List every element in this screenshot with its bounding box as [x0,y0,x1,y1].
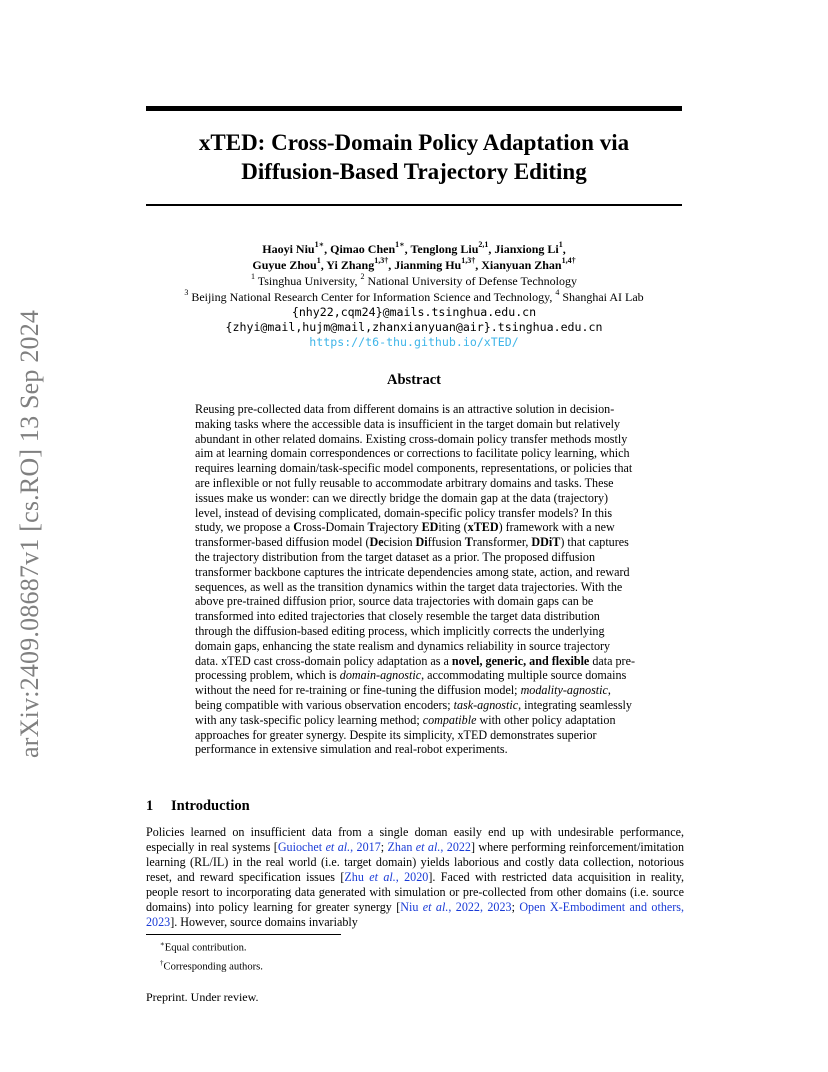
abstract-bold: ED [421,520,439,535]
author-name: Qimao Chen [330,242,396,256]
author-line-1: Haoyi Niu$^{1∗}$, Qimao Chen$^{1∗}$, Tenglong Liu$^{2,1}$, Jianxiong Li$^1$, [262,240,566,256]
affil-mark: 2 [360,272,365,281]
email-line-2: {zhyi@mail,hujm@mail,zhanxianyuan@air}.tsinghua.edu.cn [225,320,603,334]
author-block [120,241,708,350]
abstract-text: iting ( [438,520,468,535]
abstract-text: , integrating seamlessly with any task-specific policy learning method; [195,697,632,727]
author-affil-mark: 1∗ [395,240,405,249]
abstract-text: ransformer, [472,535,532,550]
abstract-text: ffusion [427,535,465,550]
footnote-text: Corresponding authors. [163,961,263,973]
intro-text: Policies learned on insufficient data from a single doman easily end up with undesirable performance, especially in real systems [ [146,825,684,854]
citation-link[interactable]: Niu et al., 2022, 2023 [400,900,512,914]
author-affil-mark: 2,1 [478,240,489,249]
author-affil-mark: 1,3† [374,256,389,265]
abstract-bold: T [367,520,376,535]
author-name: Yi Zhang [326,258,375,272]
affiliation-text: Tsinghua University, [254,274,361,288]
citation-link[interactable]: Guiochet et al., 2017 [277,840,381,854]
abstract-text: , being compatible with various observation encoders; [195,683,611,712]
abstract-bold: T [464,535,473,550]
title-line-2: Diffusion-Based Trajectory Editing [241,159,587,184]
abstract-text: ) that captures the trajectory distribution from the target dataset as a prior. The proposed diffusion transformer backbone captures the intricate dependencies among state, action, and reward sequences, as well as the transition dynamics within the target data trajectories. With the above pre-trained diffusion prior, source data trajectories with domain gaps can be transformed into edited trajectories that closely resemble the target data distribution through the diffusion-based editing process, which implicitly corrects the underlying domain gaps, enhancing the state realism and dynamics reliability in source trajectory data. xTED cast cross-domain policy adaptation as a [195,535,630,668]
abstract-bold: novel, generic, and flexible [451,653,590,668]
author-name: Haoyi Niu [262,242,315,256]
author-affil-mark: 1 [558,240,563,249]
section-title: Introduction [171,798,250,814]
paper-title [120,128,708,186]
abstract-text: , accommodating multiple source domains without the need for re-training or fine-tuning the diffusion model; [195,668,627,698]
title-line-1: xTED: Cross-Domain Policy Adaptation via [198,130,630,155]
title-bottom-rule [146,204,682,206]
affiliation-text: Shanghai AI Lab [559,290,644,304]
author-name: Guyue Zhou [252,258,317,272]
abstract-italic: compatible [422,712,477,727]
abstract-bold: Di [415,535,428,550]
author-line-2: Guyue Zhou$^1$, Yi Zhang$^{1,3\dagger}$, Jianming $Hu^{1,3\dagger}$, Xianyuan Zhan$^{1,4\dagger}$ [252,256,576,272]
affiliation-text: Beijing National Research Center for Information Science and Technology, [188,290,556,304]
author-name: Tenglong Liu [410,242,479,256]
author-name: Jianming Hu [394,258,462,272]
intro-text: ]. Faced with restricted data acquisition in reality, people resort to incorporating data generated with simulation or pre-collected from other domains (i.e. source domains) into policy learning for greater synergy [ [146,870,684,914]
abstract-text: Reusing pre-collected data from different domains is an attractive solution in decision-making tasks where the accessible data is insufficient in the target domain but relatively abundant in other related domains. Existing cross-domain policy transfer methods mostly aim at learning domain correspondences or corrections to facilitate policy learning, which requires learning domain/task-specific model components, representations, or policies that are inflexible or not fully reusable to accommodate arbitrary domains and tasks. These issues make us wonder: can we directly bridge the domain gap at the data (trajectory) level, instead of devising complicated, domain-specific policy transfer models? In this study, we propose a [195,402,633,535]
abstract-heading: Abstract [387,372,441,388]
footnote-rule [146,934,341,935]
section-number: 1 [146,798,154,814]
section-heading-introduction [146,798,250,815]
introduction-paragraph [146,825,684,930]
citation-link[interactable]: Open X-Embodiment and others, 2023 [146,900,684,929]
citation-link[interactable]: Zhan et al., 2022 [387,840,471,854]
intro-text: ; [511,900,520,914]
author-affil-mark: 1∗ [314,240,325,249]
abstract-italic: modality-agnostic [520,683,608,698]
intro-text: ] where performing reinforcement/imitation learning (RL/IL) in the real world (i.e. target domain) yields laborious and costly data collection, notorious reset, and reward specification issues [ [146,840,685,884]
author-name: Jianxiong Li [494,242,559,256]
affiliation-line-2 [120,289,708,305]
author-affil-mark: 1 [316,256,321,265]
citation-link[interactable]: Zhu et al., 2020 [344,870,429,884]
preprint-notice: Preprint. Under review. [146,990,259,1004]
abstract-bold: xTED [467,520,499,535]
footnote-mark: ∗ [160,940,165,948]
abstract-bold: DDiT [531,535,561,550]
abstract-text: data pre-processing problem, which is [195,653,635,683]
abstract-text: with other policy adaptation approaches for greater synergy. Despite its simplicity, xTED demonstrates superior performance in extensive simulation and real-robot experiments. [195,712,616,757]
abstract-italic: task-agnostic [453,697,519,712]
abstract-bold: De [369,535,384,550]
title-top-rule [146,106,682,111]
intro-text: ; [380,840,388,854]
intro-text: ]. However, source domains invariably [170,915,358,929]
author-affil-mark: 1,4† [561,256,576,265]
affil-mark: 3 [184,288,189,297]
abstract-text: ross-Domain [302,520,368,535]
affil-mark: 4 [555,288,560,297]
affiliation-line-1 [120,273,708,289]
footnote-mark: † [160,958,164,967]
abstract-text: rajectory [375,520,422,535]
project-url-link[interactable]: https://t6-thu.github.io/xTED/ [309,335,519,349]
footnote-equal-contribution [160,937,660,956]
abstract-italic: domain-agnostic [339,668,422,683]
arxiv-sidebar-id: arXiv:2409.08687v1 [cs.RO] 13 Sep 2024 [15,309,44,758]
abstract-text: ) framework with a new transformer-based diffusion model ( [195,520,615,550]
email-line-1: {nhy22,cqm24}@mails.tsinghua.edu.cn [291,305,537,319]
footnote-corresponding [160,956,660,975]
author-name: Xianyuan Zhan [481,258,562,272]
footnote-text: Equal contribution. [164,942,247,954]
affiliation-text: National University of Defense Technology [364,274,578,288]
affil-mark: 1 [250,272,255,281]
abstract-body [195,402,635,757]
footnotes [160,937,660,974]
author-affil-mark: 1,3† [461,256,476,265]
abstract-bold: C [293,520,303,535]
abstract-text: cision [383,535,416,550]
